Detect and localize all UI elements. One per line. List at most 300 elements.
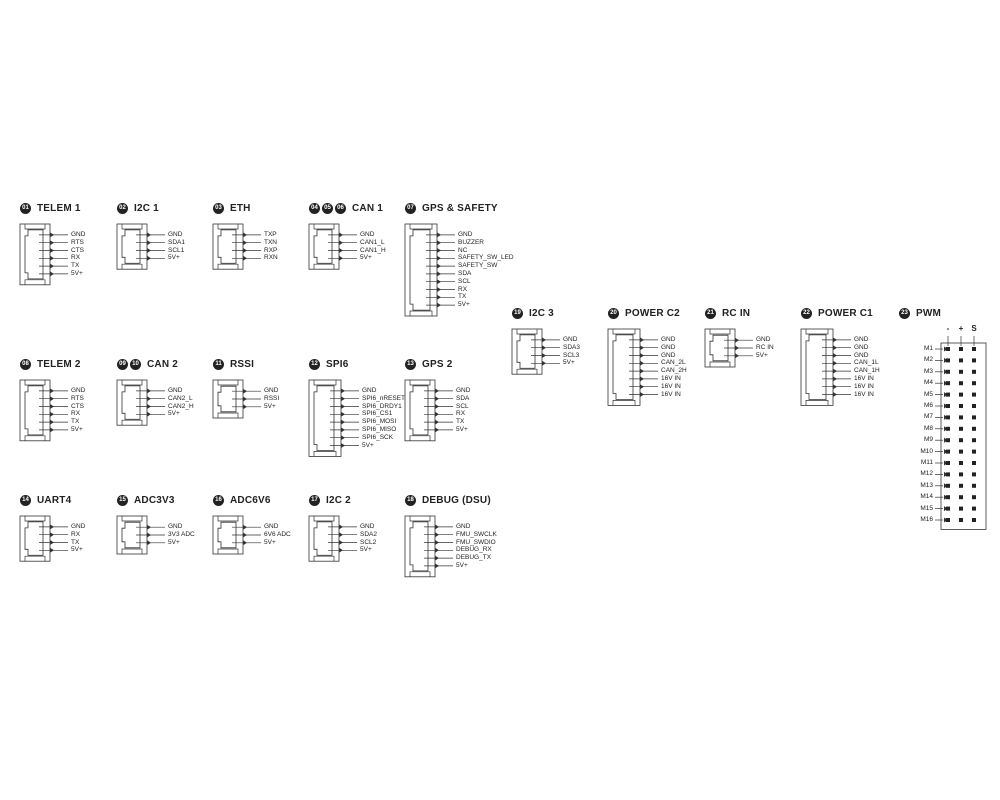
pin-label: DEBUG_TX [456, 554, 492, 562]
pin-arrow [341, 420, 345, 425]
pwm-row-label: M2 [923, 356, 933, 364]
connector-title: ADC6V6 [230, 495, 271, 507]
connector-symbol [405, 492, 457, 581]
pin-label: RX [456, 410, 466, 418]
pwm-pin [972, 450, 976, 454]
pin-label: GND [360, 522, 375, 530]
pin-label: 3V3 ADC [168, 531, 195, 538]
pin-arrow [640, 353, 644, 358]
pin-arrow [640, 369, 644, 374]
pwm-pin [946, 381, 950, 385]
housing-outline [405, 516, 435, 577]
pwm-column-label: - [946, 324, 950, 333]
pin-arrow [542, 337, 546, 342]
pin-label: RX [71, 410, 81, 418]
pwm-pin [946, 484, 950, 488]
pin-label: RXN [264, 254, 278, 262]
pwm-pin [972, 484, 976, 488]
pin-arrow [640, 361, 644, 366]
pin-label: SDA [456, 394, 470, 402]
pwm-pin [972, 415, 976, 419]
connector-number-badge: 13 [405, 359, 416, 370]
pin-label: SDA [458, 269, 472, 277]
pwm-pin [959, 381, 963, 385]
pin-arrow [435, 532, 439, 537]
pin-arrow [339, 532, 343, 537]
pwm-pin [959, 450, 963, 454]
pin-label: RC IN [756, 344, 774, 351]
housing-outline [405, 380, 435, 441]
pin-label: GND [360, 230, 375, 238]
connector-symbol [405, 356, 457, 445]
connector-title: ADC3V3 [134, 495, 175, 507]
pwm-row-label: M6 [923, 402, 933, 409]
pin-label: CAN2_H [168, 402, 194, 410]
pin-arrow [147, 412, 151, 417]
housing-outline [309, 224, 339, 269]
pin-arrow [437, 256, 441, 261]
pin-label: 16V IN [854, 374, 874, 382]
connector-symbol [309, 200, 361, 273]
connector-title: SPI6 [326, 359, 349, 371]
pin-label: RTS [71, 238, 84, 246]
pin-arrow [435, 396, 439, 401]
pin-label: SCL [456, 402, 469, 410]
housing-cavity [314, 386, 334, 451]
pin-arrow [437, 295, 441, 300]
connector-title: RSSI [230, 359, 255, 371]
connector-symbol [20, 356, 72, 445]
connector-number-badge: 21 [705, 308, 716, 319]
pin-arrow [735, 353, 739, 358]
connector-symbol [213, 356, 265, 422]
pin-label: CAN1_H [360, 246, 386, 254]
pin-arrow [147, 256, 151, 261]
pin-label: GND [264, 523, 279, 531]
pin-label: 16V IN [854, 382, 874, 390]
pin-label: NC [458, 246, 468, 254]
pin-arrow [341, 443, 345, 448]
housing-cavity [25, 386, 43, 435]
pin-arrow [243, 232, 247, 237]
pin-arrow [147, 540, 151, 545]
pin-arrow [435, 524, 439, 529]
pin-label: 5V+ [756, 351, 768, 359]
pin-label: SPI6_MISO [362, 425, 397, 433]
pin-label: GND [854, 335, 869, 343]
pin-label: GND [168, 386, 183, 394]
pin-arrow [243, 404, 247, 409]
pin-label: 5V+ [360, 546, 372, 554]
pwm-row-label: M1 [923, 345, 933, 352]
pin-label: GND [661, 335, 676, 343]
pwm-pin [972, 518, 976, 522]
pwm-row-label: M4 [923, 379, 933, 387]
housing-outline [213, 224, 243, 269]
connector-number-badge: 17 [309, 495, 320, 506]
pwm-pin [946, 438, 950, 442]
connector-title: RC IN [722, 308, 751, 320]
connector-title: CAN 2 [147, 359, 179, 371]
pwm-pin [959, 370, 963, 374]
pwm-row-label: M12 [920, 470, 933, 478]
pwm-pin [946, 495, 950, 499]
pin-label: CTS [71, 246, 84, 254]
pwm-row-label: M14 [920, 493, 933, 501]
pin-label: 5V+ [456, 561, 468, 569]
pwm-pin [972, 495, 976, 499]
connector-number-badge: 02 [117, 203, 128, 214]
connector-title: PWM [916, 308, 942, 320]
pin-label: 5V+ [71, 269, 83, 277]
pin-label: TXP [264, 230, 277, 238]
connector-symbol [801, 305, 855, 409]
pin-label: FMU_SWCLK [456, 530, 497, 538]
pin-label: FMU_SWDIO [456, 538, 496, 546]
pin-arrow [339, 256, 343, 261]
connector-symbol [117, 492, 169, 558]
pin-label: 5V+ [168, 254, 180, 262]
connector-title: TELEM 1 [37, 203, 81, 215]
pwm-pin [946, 347, 950, 351]
pwm-row-label: M8 [923, 424, 933, 432]
pin-arrow [50, 256, 54, 261]
pin-label: CTS [71, 402, 84, 410]
pin-label: SDA2 [360, 530, 377, 538]
pin-arrow [542, 361, 546, 366]
connector-title: GPS & SAFETY [422, 203, 498, 215]
pin-arrow [339, 240, 343, 245]
pin-label: GND [456, 522, 471, 530]
pwm-row-label: M15 [920, 504, 933, 512]
housing-cavity [410, 522, 428, 571]
pwm-row-label: M3 [923, 367, 933, 375]
pin-label: RX [71, 254, 81, 262]
connector-number-badge: 14 [20, 495, 31, 506]
pin-label: SPI6_DRDY1 [362, 402, 402, 410]
connector-symbol [309, 492, 361, 565]
pin-label: GND [458, 230, 473, 238]
pwm-pin [959, 404, 963, 408]
pin-arrow [833, 392, 837, 397]
pwm-pin [972, 404, 976, 408]
pin-label: SAFETY_SW_LED [458, 254, 514, 262]
pin-label: 5V+ [456, 425, 468, 433]
pin-label: 16V IN [854, 390, 874, 398]
connector-symbol [117, 356, 169, 429]
connector-symbol [405, 200, 459, 320]
pin-arrow [640, 384, 644, 389]
pin-label: TX [71, 262, 80, 270]
pwm-pin [946, 461, 950, 465]
pwm-pin [959, 358, 963, 362]
housing-cavity [806, 335, 826, 400]
connector-title: GPS 2 [422, 359, 453, 371]
connector-title: I2C 1 [134, 203, 159, 215]
housing-outline [309, 516, 339, 561]
pin-arrow [437, 264, 441, 269]
pin-arrow [437, 232, 441, 237]
pin-label: GND [264, 387, 279, 395]
pin-label: DEBUG_RX [456, 546, 492, 554]
pwm-pin [959, 495, 963, 499]
pwm-row-label: M16 [920, 516, 933, 523]
pin-arrow [435, 404, 439, 409]
pin-arrow [437, 240, 441, 245]
pin-label: SPI6_nRESET [362, 394, 405, 402]
connector-number-badge: 08 [20, 359, 31, 370]
pin-arrow [435, 427, 439, 432]
pin-arrow [50, 412, 54, 417]
housing-cavity [25, 230, 43, 279]
connector-number-badge: 15 [117, 495, 128, 506]
pwm-pin [972, 393, 976, 397]
pin-arrow [542, 353, 546, 358]
pin-arrow [50, 427, 54, 432]
pin-label: 5V+ [264, 402, 276, 410]
connector-title: CAN 1 [352, 203, 384, 215]
pwm-column-label: + [958, 324, 964, 333]
connector-number-badge: 20 [608, 308, 619, 319]
pin-label: CAN_2L [661, 359, 686, 367]
pin-arrow [243, 525, 247, 530]
connector-number-badge: 04 [309, 203, 320, 214]
connector-symbol [20, 200, 72, 289]
pin-arrow [435, 412, 439, 417]
pin-label: SDA3 [563, 343, 580, 351]
housing-outline [512, 329, 542, 374]
pin-arrow [640, 345, 644, 350]
pin-arrow [437, 248, 441, 253]
pin-arrow [833, 353, 837, 358]
pin-label: CAN2_L [168, 394, 193, 402]
pin-arrow [640, 376, 644, 381]
pwm-column-label: S [971, 324, 977, 333]
connector-number-badge: 22 [801, 308, 812, 319]
connector-number-badge: 06 [335, 203, 346, 214]
connector-number-badge: 05 [322, 203, 333, 214]
pin-arrow [243, 389, 247, 394]
pin-label: 16V IN [661, 390, 681, 398]
pin-arrow [833, 361, 837, 366]
pin-label: CAN_2H [661, 367, 687, 375]
connector-symbol [512, 305, 564, 378]
pin-arrow [147, 533, 151, 538]
pin-label: GND [456, 386, 471, 394]
pin-label: 5V+ [168, 538, 180, 546]
pin-arrow [50, 248, 54, 253]
pin-label: GND [168, 523, 183, 531]
pwm-pin [946, 427, 950, 431]
pin-label: 5V+ [360, 254, 372, 262]
pin-arrow [50, 264, 54, 269]
pin-label: 16V IN [661, 374, 681, 382]
pwm-pin [972, 427, 976, 431]
pwm-pin [959, 518, 963, 522]
pwm-pin [972, 370, 976, 374]
connector-title: TELEM 2 [37, 359, 81, 371]
pin-label: RXP [264, 246, 278, 254]
pin-label: GND [563, 335, 578, 343]
pin-arrow [339, 248, 343, 253]
pin-label: GND [756, 336, 771, 344]
pin-arrow [833, 345, 837, 350]
pin-arrow [50, 540, 54, 545]
pwm-pin [946, 393, 950, 397]
pin-label: TX [456, 418, 465, 426]
pin-arrow [833, 384, 837, 389]
pin-label: SPI6_CS1 [362, 410, 393, 418]
pin-arrow [50, 524, 54, 529]
pin-arrow [339, 540, 343, 545]
housing-outline [20, 224, 50, 285]
connector-title: DEBUG (DSU) [422, 495, 491, 507]
pin-arrow [437, 287, 441, 292]
connector-title: ETH [230, 203, 251, 215]
pwm-pin [959, 427, 963, 431]
pwm-pin [972, 472, 976, 476]
pwm-pin [946, 404, 950, 408]
pin-arrow [435, 548, 439, 553]
pwm-pin [972, 438, 976, 442]
connector-symbol [705, 305, 757, 371]
connector-title: POWER C1 [818, 308, 873, 320]
pwm-pin [946, 450, 950, 454]
pwm-pin [946, 370, 950, 374]
pwm-pin [959, 347, 963, 351]
pin-arrow [341, 388, 345, 393]
connector-symbol [213, 200, 265, 273]
pin-label: RX [71, 530, 81, 538]
pin-label: GND [71, 522, 86, 530]
pwm-row-label: M5 [923, 390, 933, 398]
housing-outline [20, 380, 50, 441]
pin-label: SCL2 [360, 538, 377, 546]
pin-label: SCL3 [563, 351, 580, 359]
pin-label: TX [71, 538, 80, 546]
pin-arrow [735, 346, 739, 351]
pin-arrow [341, 396, 345, 401]
connector-number-badge: 01 [20, 203, 31, 214]
pin-arrow [833, 369, 837, 374]
housing-cavity [410, 386, 428, 435]
pin-label: SCL1 [168, 246, 185, 254]
pin-label: CAN_1L [854, 359, 879, 367]
pin-label: GND [661, 343, 676, 351]
connector-title: I2C 3 [529, 308, 554, 320]
pin-label: RSSI [264, 395, 280, 402]
pin-label: GND [71, 230, 86, 238]
housing-outline [117, 380, 147, 425]
pin-arrow [339, 232, 343, 237]
connector-symbol [117, 200, 169, 273]
connector-number-badge: 23 [899, 308, 910, 319]
pin-arrow [435, 556, 439, 561]
pin-label: 5V+ [362, 441, 374, 449]
pwm-pin [946, 358, 950, 362]
pin-arrow [243, 248, 247, 253]
pin-arrow [50, 404, 54, 409]
pin-arrow [147, 240, 151, 245]
pin-arrow [542, 345, 546, 350]
pwm-row-label: M9 [923, 436, 933, 444]
pwm-pin [946, 507, 950, 511]
pin-arrow [50, 396, 54, 401]
connector-title: POWER C2 [625, 308, 680, 320]
pin-arrow [640, 337, 644, 342]
pin-arrow [243, 240, 247, 245]
connector-symbol [608, 305, 662, 409]
pin-arrow [147, 404, 151, 409]
pwm-pin [972, 461, 976, 465]
connector-number-badge: 07 [405, 203, 416, 214]
pin-label: GND [71, 386, 86, 394]
pwm-pin [972, 381, 976, 385]
pwm-pin [959, 507, 963, 511]
pin-label: SPI6_SCK [362, 433, 394, 441]
pin-label: 5V+ [168, 410, 180, 418]
connector-symbol [309, 356, 363, 460]
pin-label: CAN1_L [360, 238, 385, 246]
pin-arrow [341, 427, 345, 432]
pin-arrow [435, 388, 439, 393]
pwm-pin [972, 507, 976, 511]
connector-number-badge: 10 [130, 359, 141, 370]
pin-arrow [833, 337, 837, 342]
pwm-row-label: M10 [920, 447, 933, 455]
pin-label: TX [458, 293, 467, 301]
connector-number-badge: 18 [405, 495, 416, 506]
housing-cavity [613, 335, 633, 400]
connector-title: UART4 [37, 495, 72, 507]
pin-arrow [50, 388, 54, 393]
pwm-pin [959, 438, 963, 442]
pin-label: SPI6_MOSI [362, 418, 397, 426]
connector-number-badge: 03 [213, 203, 224, 214]
pin-arrow [147, 388, 151, 393]
pin-arrow [243, 256, 247, 261]
pwm-pin [959, 393, 963, 397]
pin-arrow [339, 524, 343, 529]
pin-arrow [735, 338, 739, 343]
pin-arrow [147, 232, 151, 237]
pwm-row-label: M13 [920, 481, 933, 489]
pin-label: GND [661, 351, 676, 359]
pin-label: 5V+ [563, 359, 575, 367]
connector-number-badge: 09 [117, 359, 128, 370]
pin-arrow [243, 397, 247, 402]
pin-arrow [640, 392, 644, 397]
pin-arrow [437, 279, 441, 284]
pwm-pin [959, 484, 963, 488]
connector-number-badge: 19 [512, 308, 523, 319]
pwm-pin [959, 472, 963, 476]
pin-label: CAN_1H [854, 367, 880, 375]
pin-label: RX [458, 285, 468, 293]
connector-title: I2C 2 [326, 495, 351, 507]
pin-arrow [50, 232, 54, 237]
pin-label: SCL [458, 277, 471, 285]
pin-arrow [147, 248, 151, 253]
connector-symbol [20, 492, 72, 565]
pin-arrow [243, 540, 247, 545]
pin-arrow [341, 404, 345, 409]
pin-arrow [833, 376, 837, 381]
pin-label: 5V+ [458, 301, 470, 309]
pwm-pin [959, 461, 963, 465]
pin-label: 5V+ [71, 546, 83, 554]
pin-arrow [147, 525, 151, 530]
